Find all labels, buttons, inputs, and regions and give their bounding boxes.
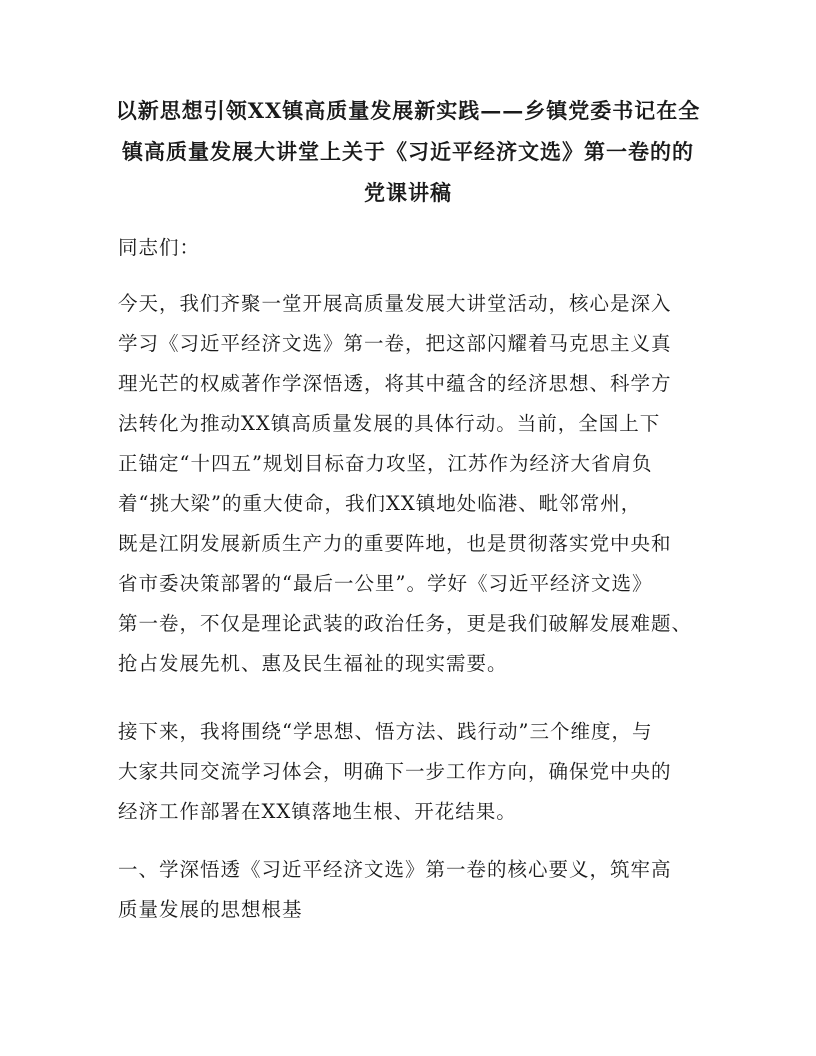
paragraph-intro — [118, 284, 692, 684]
paragraph-line: 法转化为推动XX镇高质量发展的具体行动。当前，全国上下 — [118, 412, 661, 435]
title-line: 镇高质量发展大讲堂上关于《习近平经济文选》第一卷的的 — [122, 139, 694, 164]
title-line: 党课讲稿 — [364, 180, 452, 205]
paragraph-line: 理光芒的权威著作学深悟透，将其中蕴含的经济思想、科学方 — [118, 372, 672, 395]
paragraph-outline — [118, 712, 672, 832]
paragraph-line: 省市委决策部署的“最后一公里”。学好《习近平经济文选》 — [118, 572, 653, 595]
paragraph-line: 学习《习近平经济文选》第一卷，把这部闪耀着马克思主义真 — [118, 332, 672, 355]
document-title — [110, 90, 706, 213]
paragraph-line: 大家共同交流学习体会，明确下一步工作方向，确保党中央的 — [118, 760, 672, 783]
section-heading — [118, 850, 672, 930]
greeting — [118, 228, 200, 268]
paragraph-line: 正锚定“十四五”规划目标奋力攻坚，江苏作为经济大省肩负 — [118, 452, 653, 475]
title-line: 以新思想引领XX镇高质量发展新实践——乡镇党委书记在全 — [115, 98, 701, 123]
section-heading-line: 一、学深悟透《习近平经济文选》第一卷的核心要义，筑牢高 — [118, 858, 672, 881]
paragraph-line: 着“挑大梁”的重大使命，我们XX镇地处临港、毗邻常州， — [118, 492, 642, 515]
paragraph-line: 既是江阴发展新质生产力的重要阵地，也是贯彻落实党中央和 — [118, 532, 672, 555]
paragraph-line: 第一卷，不仅是理论武装的政治任务，更是我们破解发展难题、 — [118, 612, 693, 635]
greeting-text: 同志们： — [118, 236, 201, 259]
paragraph-line: 今天，我们齐聚一堂开展高质量发展大讲堂活动，核心是深入 — [118, 292, 672, 315]
paragraph-line: 抢占发展先机、惠及民生福祉的现实需要。 — [118, 652, 508, 675]
paragraph-line: 接下来，我将围绕“学思想、悟方法、践行动”三个维度，与 — [118, 720, 653, 743]
section-heading-line: 质量发展的思想根基 — [118, 898, 303, 921]
paragraph-line: 经济工作部署在XX镇落地生根、开花结果。 — [118, 800, 517, 823]
